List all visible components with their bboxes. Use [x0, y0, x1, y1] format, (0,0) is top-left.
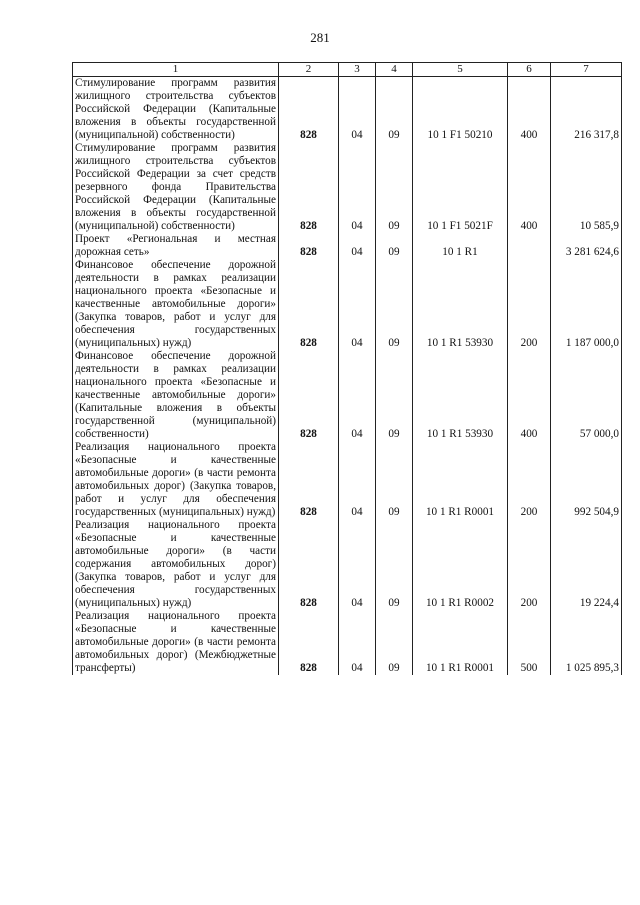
row-section: 04 [339, 610, 376, 675]
row-amount: 992 504,9 [551, 441, 622, 519]
table-row [73, 233, 622, 259]
row-subsection: 09 [376, 441, 413, 519]
row-type: 200 [508, 259, 551, 350]
row-amount: 19 224,4 [551, 519, 622, 610]
row-code: 828 [279, 142, 339, 233]
row-description: Стимулирование программ развития жилищного строительства субъектов Российской Федерации за счет средств резервного фонда Правительства Российской Федерации (Капитальные вложения в объекты государственной (муниципальной) собственности) [73, 142, 279, 233]
row-amount: 216 317,8 [551, 77, 622, 143]
row-section: 04 [339, 441, 376, 519]
row-subsection: 09 [376, 77, 413, 143]
col-header-7: 7 [551, 63, 622, 77]
row-description: Стимулирование программ развития жилищного строительства субъектов Российской Федерации (Капитальные вложения в объекты государственной (муниципальной) собственности) [73, 77, 279, 143]
row-target: 10 1 R1 53930 [413, 350, 508, 441]
row-section: 04 [339, 233, 376, 259]
table-row [73, 350, 622, 441]
row-code: 828 [279, 610, 339, 675]
row-type: 200 [508, 519, 551, 610]
row-code: 828 [279, 233, 339, 259]
row-amount: 1 025 895,3 [551, 610, 622, 675]
row-section: 04 [339, 142, 376, 233]
row-target: 10 1 R1 R0001 [413, 441, 508, 519]
row-subsection: 09 [376, 233, 413, 259]
row-description: Реализация национального проекта «Безопасные и качественные автомобильные дороги» (в части ремонта автомобильных дорог) (Межбюджетные трансферты) [73, 610, 279, 675]
row-type [508, 233, 551, 259]
row-type: 400 [508, 142, 551, 233]
budget-table [72, 62, 622, 675]
page-number: 281 [310, 30, 330, 45]
row-code: 828 [279, 259, 339, 350]
row-code: 828 [279, 77, 339, 143]
table-row [73, 519, 622, 610]
row-type: 200 [508, 441, 551, 519]
row-subsection: 09 [376, 519, 413, 610]
row-target: 10 1 R1 R0002 [413, 519, 508, 610]
row-subsection: 09 [376, 259, 413, 350]
row-subsection: 09 [376, 350, 413, 441]
row-target: 10 1 F1 50210 [413, 77, 508, 143]
row-code: 828 [279, 519, 339, 610]
row-type: 400 [508, 77, 551, 143]
table-row [73, 77, 622, 143]
row-section: 04 [339, 350, 376, 441]
header-row [73, 63, 622, 77]
row-type: 500 [508, 610, 551, 675]
col-header-1: 1 [73, 63, 279, 77]
row-target: 10 1 R1 [413, 233, 508, 259]
row-description: Реализация национального проекта «Безопасные и качественные автомобильные дороги» (в части ремонта автомобильных дорог) (Закупка товаров, работ и услуг для обеспечения государственных (муниципальных) нужд) [73, 441, 279, 519]
col-header-5: 5 [413, 63, 508, 77]
row-description: Реализация национального проекта «Безопасные и качественные автомобильные дороги» (в части содержания автомобильных дорог) (Закупка товаров, работ и услуг для обеспечения государственных (муниципальных) нужд) [73, 519, 279, 610]
row-target: 10 1 R1 53930 [413, 259, 508, 350]
row-code: 828 [279, 350, 339, 441]
row-subsection: 09 [376, 142, 413, 233]
row-amount: 57 000,0 [551, 350, 622, 441]
row-description: Финансовое обеспечение дорожной деятельности в рамках реализации национального проекта «Безопасные и качественные автомобильные дороги» (Закупка товаров, работ и услуг для обеспечения государственных (муниципальных) нужд) [73, 259, 279, 350]
col-header-4: 4 [376, 63, 413, 77]
row-description: Финансовое обеспечение дорожной деятельности в рамках реализации национального проекта «Безопасные и качественные автомобильные дороги» (Капитальные вложения в объекты государственной (муниципальной) собственности) [73, 350, 279, 441]
row-description: Проект «Региональная и местная дорожная сеть» [73, 233, 279, 259]
table-row [73, 610, 622, 675]
row-amount: 3 281 624,6 [551, 233, 622, 259]
col-header-6: 6 [508, 63, 551, 77]
row-section: 04 [339, 77, 376, 143]
col-header-3: 3 [339, 63, 376, 77]
row-type: 400 [508, 350, 551, 441]
table-row [73, 441, 622, 519]
row-section: 04 [339, 259, 376, 350]
table-row [73, 142, 622, 233]
row-target: 10 1 F1 5021F [413, 142, 508, 233]
row-code: 828 [279, 441, 339, 519]
row-amount: 10 585,9 [551, 142, 622, 233]
col-header-2: 2 [279, 63, 339, 77]
row-subsection: 09 [376, 610, 413, 675]
table-row [73, 259, 622, 350]
row-amount: 1 187 000,0 [551, 259, 622, 350]
row-section: 04 [339, 519, 376, 610]
row-target: 10 1 R1 R0001 [413, 610, 508, 675]
